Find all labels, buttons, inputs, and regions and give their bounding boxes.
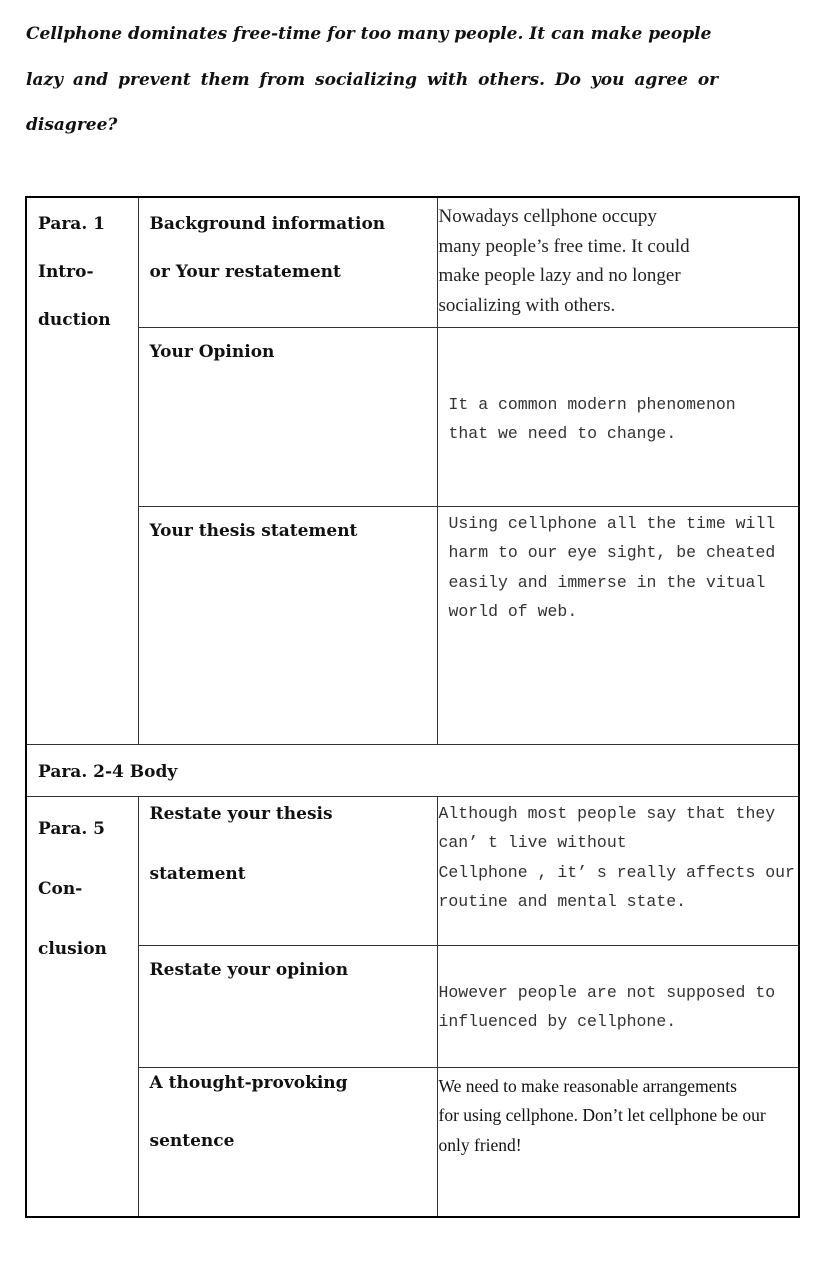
row-label: sentence xyxy=(149,1130,235,1151)
answer-line: It a common modern phenomenon xyxy=(448,394,736,414)
row-label: Restate your opinion xyxy=(149,959,349,980)
restate-opinion-label-cell xyxy=(138,945,437,1067)
row-label: statement xyxy=(149,863,246,884)
restate-thesis-answer-cell xyxy=(437,796,799,945)
thought-label-cell xyxy=(138,1067,437,1217)
row-label: Your Opinion xyxy=(149,341,275,362)
para-label: Para. 2-4 Body xyxy=(38,761,178,782)
answer-line: socializing with others. xyxy=(438,294,616,316)
para-label: Intro- xyxy=(38,262,94,282)
para-label: duction xyxy=(38,310,111,330)
prompt-line: Cellphone dominates free-time for too many people. It can make people xyxy=(26,24,712,44)
row-label: or Your restatement xyxy=(149,262,341,282)
table-row xyxy=(26,327,799,506)
thought-answer-cell xyxy=(437,1067,799,1217)
answer-line: many people’s free time. It could xyxy=(438,235,690,257)
essay-prompt xyxy=(26,12,786,149)
answer-line: that we need to change. xyxy=(448,424,677,443)
restate-opinion-answer-cell xyxy=(437,945,799,1067)
row-label: Your thesis statement xyxy=(149,520,358,541)
prompt-line: disagree? xyxy=(26,115,118,135)
background-label-cell xyxy=(138,197,437,327)
thesis-answer-cell xyxy=(437,506,799,744)
conclusion-para-cell xyxy=(26,796,138,1217)
answer-line: can’ t live without xyxy=(438,833,627,852)
thesis-label-cell xyxy=(138,506,437,744)
answer-line: Using cellphone all the time will xyxy=(448,513,776,533)
answer-line: only friend! xyxy=(438,1134,522,1155)
para-label: Para. 1 xyxy=(38,214,105,234)
table-row xyxy=(26,945,799,1067)
answer-line: influenced by cellphone. xyxy=(438,1012,677,1031)
intro-para-cell xyxy=(26,197,138,744)
table-row xyxy=(26,197,799,327)
table-row xyxy=(26,506,799,744)
essay-outline-table xyxy=(25,196,800,1218)
answer-line: routine and mental state. xyxy=(438,892,687,911)
background-answer-cell xyxy=(437,197,799,327)
answer-line: for using cellphone. Don’t let cellphone be our xyxy=(438,1105,766,1125)
para-label: Para. 5 xyxy=(38,818,105,839)
para-label: clusion xyxy=(38,938,107,959)
table-row xyxy=(26,1067,799,1217)
answer-line: Although most people say that they xyxy=(438,803,776,823)
row-label: A thought-provoking xyxy=(149,1072,348,1093)
row-label: Background information xyxy=(149,214,386,234)
opinion-label-cell xyxy=(138,327,437,506)
answer-line: harm to our eye sight, be cheated xyxy=(448,543,776,562)
answer-line: However people are not supposed to xyxy=(438,982,776,1002)
answer-line: Nowadays cellphone occupy xyxy=(438,206,657,227)
row-label: Restate your thesis xyxy=(149,803,333,824)
answer-line: make people lazy and no longer xyxy=(438,265,681,286)
answer-line: We need to make reasonable arrangements xyxy=(438,1075,737,1096)
para-label: Con- xyxy=(38,878,83,899)
answer-line: world of web. xyxy=(448,602,578,621)
restate-thesis-label-cell xyxy=(138,796,437,945)
table-row xyxy=(26,796,799,945)
answer-line: Cellphone , it’ s really affects our xyxy=(438,862,795,882)
opinion-answer-cell xyxy=(437,327,799,506)
prompt-line: lazy and prevent them from socializing with others. Do you agree or xyxy=(26,69,719,90)
answer-line: easily and immerse in the vitual xyxy=(448,572,766,592)
